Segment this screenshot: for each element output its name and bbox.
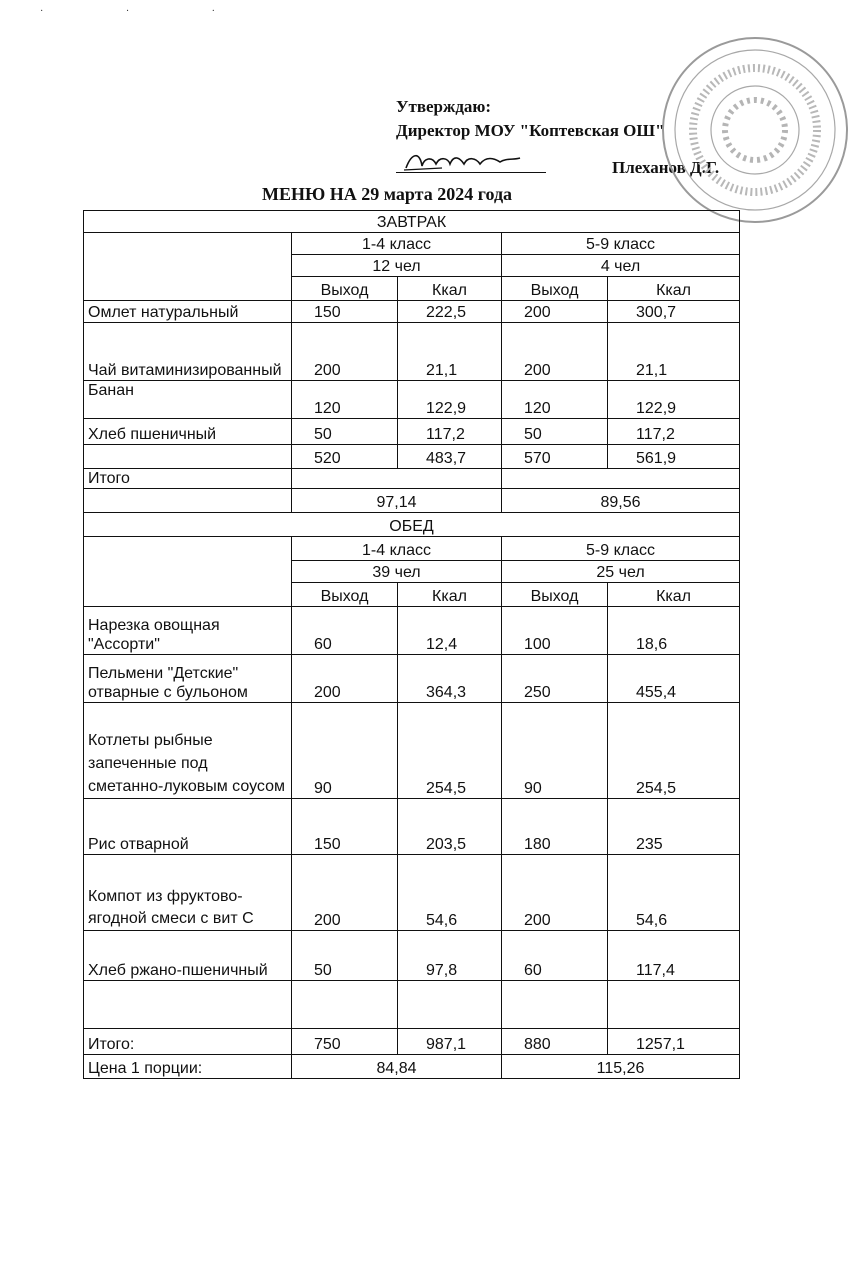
breakfast-class-row [84,233,740,255]
col-kcal-1: Ккал [398,277,502,301]
out-1: 50 [292,419,398,445]
table-row [84,655,740,703]
price-label: Цена 1 порции: [84,1055,292,1079]
director-name: Плеханов Д.Г. [612,158,720,177]
kcal-2: 235 [608,799,740,855]
table-row [84,323,740,381]
lunch-class-row [84,537,740,561]
col-kcal-2: Ккал [608,583,740,607]
out-2: 90 [502,703,608,799]
table-row [84,419,740,445]
kcal-1: 21,1 [398,323,502,381]
price-1: 84,84 [292,1055,502,1079]
approve-label: Утверждаю: [396,97,492,116]
menu-table [83,210,740,1079]
table-row [84,799,740,855]
breakfast-totals-row [84,445,740,469]
total-kcal-1: 483,7 [398,445,502,469]
dish-name: Омлет натуральный [84,301,292,323]
total-kcal-2: 561,9 [608,445,740,469]
col-out-2: Выход [502,277,608,301]
out-2: 200 [502,855,608,931]
out-1: 120 [292,381,398,419]
kcal-1: 203,5 [398,799,502,855]
out-2: 180 [502,799,608,855]
out-1: 200 [292,855,398,931]
empty-cell [502,981,608,1029]
total-kcal-1: 987,1 [398,1029,502,1055]
empty-cell [84,489,292,513]
kcal-1: 54,6 [398,855,502,931]
out-1: 90 [292,703,398,799]
breakfast-group2-name: 5-9 класс [502,233,740,255]
breakfast-price-row [84,489,740,513]
kcal-1: 364,3 [398,655,502,703]
kcal-1: 117,2 [398,419,502,445]
table-row [84,703,740,799]
lunch-header-row [84,513,740,537]
table-row [84,855,740,931]
empty-cell [84,445,292,469]
breakfast-group1-people: 12 чел [292,255,502,277]
out-2: 120 [502,381,608,419]
kcal-2: 21,1 [608,323,740,381]
lunch-group2-people: 25 чел [502,561,740,583]
lunch-totals-row [84,1029,740,1055]
total-out-2: 880 [502,1029,608,1055]
dish-name: Чай витаминизированный [84,323,292,381]
empty-cell [84,981,292,1029]
dish-name: Хлеб ржано-пшеничный [84,931,292,981]
stamp-icon [655,30,855,230]
dish-name: Рис отварной [84,799,292,855]
table-row [84,381,740,419]
lunch-price-row [84,1055,740,1079]
lunch-section-title: ОБЕД [84,513,740,537]
total-label: Итого [84,469,292,489]
kcal-2: 455,4 [608,655,740,703]
out-1: 150 [292,301,398,323]
price-2: 89,56 [502,489,740,513]
kcal-1: 222,5 [398,301,502,323]
breakfast-itogo-row [84,469,740,489]
out-2: 250 [502,655,608,703]
out-2: 50 [502,419,608,445]
out-1: 200 [292,323,398,381]
empty-cell [292,469,502,489]
out-1: 200 [292,655,398,703]
empty-cell [292,981,398,1029]
kcal-2: 300,7 [608,301,740,323]
kcal-1: 122,9 [398,381,502,419]
price-2: 115,26 [502,1055,740,1079]
kcal-2: 54,6 [608,855,740,931]
breakfast-group2-people: 4 чел [502,255,740,277]
dish-name: Компот из фруктово-ягодной смеси с вит С [84,855,292,931]
col-out-2: Выход [502,583,608,607]
kcal-2: 18,6 [608,607,740,655]
total-kcal-2: 1257,1 [608,1029,740,1055]
scan-specks: · · · [40,6,255,17]
kcal-1: 97,8 [398,931,502,981]
page-title: МЕНЮ НА 29 марта 2024 года [262,184,513,204]
director-position: Директор МОУ "Коптевская ОШ" [396,121,665,140]
col-kcal-1: Ккал [398,583,502,607]
out-2: 60 [502,931,608,981]
out-2: 200 [502,323,608,381]
out-2: 200 [502,301,608,323]
empty-cell [502,469,740,489]
col-out-1: Выход [292,277,398,301]
kcal-2: 122,9 [608,381,740,419]
kcal-2: 254,5 [608,703,740,799]
breakfast-group1-name: 1-4 класс [292,233,502,255]
table-row [84,607,740,655]
lunch-group1-people: 39 чел [292,561,502,583]
kcal-2: 117,4 [608,931,740,981]
out-1: 150 [292,799,398,855]
breakfast-section-title: ЗАВТРАК [84,211,740,233]
dish-name: Банан [84,381,292,419]
lunch-group1-name: 1-4 класс [292,537,502,561]
dish-name: Хлеб пшеничный [84,419,292,445]
dish-name: Котлеты рыбные запеченные под сметанно-луковым соусом [84,703,292,799]
col-kcal-2: Ккал [608,277,740,301]
kcal-1: 254,5 [398,703,502,799]
empty-row [84,981,740,1029]
empty-cell [608,981,740,1029]
dish-name: Пельмени "Детские" отварные с бульоном [84,655,292,703]
kcal-1: 12,4 [398,607,502,655]
total-out-2: 570 [502,445,608,469]
total-out-1: 520 [292,445,398,469]
approval-block [396,95,665,143]
dish-name: Нарезка овощная "Ассорти" [84,607,292,655]
out-2: 100 [502,607,608,655]
price-1: 97,14 [292,489,502,513]
signature-line [396,172,546,173]
out-1: 50 [292,931,398,981]
kcal-2: 117,2 [608,419,740,445]
col-out-1: Выход [292,583,398,607]
table-row [84,301,740,323]
lunch-empty-cell [84,537,292,607]
out-1: 60 [292,607,398,655]
table-row [84,931,740,981]
empty-cell [398,981,502,1029]
breakfast-header-row [84,211,740,233]
lunch-group2-name: 5-9 класс [502,537,740,561]
total-label: Итого: [84,1029,292,1055]
breakfast-empty-cell [84,233,292,301]
total-out-1: 750 [292,1029,398,1055]
